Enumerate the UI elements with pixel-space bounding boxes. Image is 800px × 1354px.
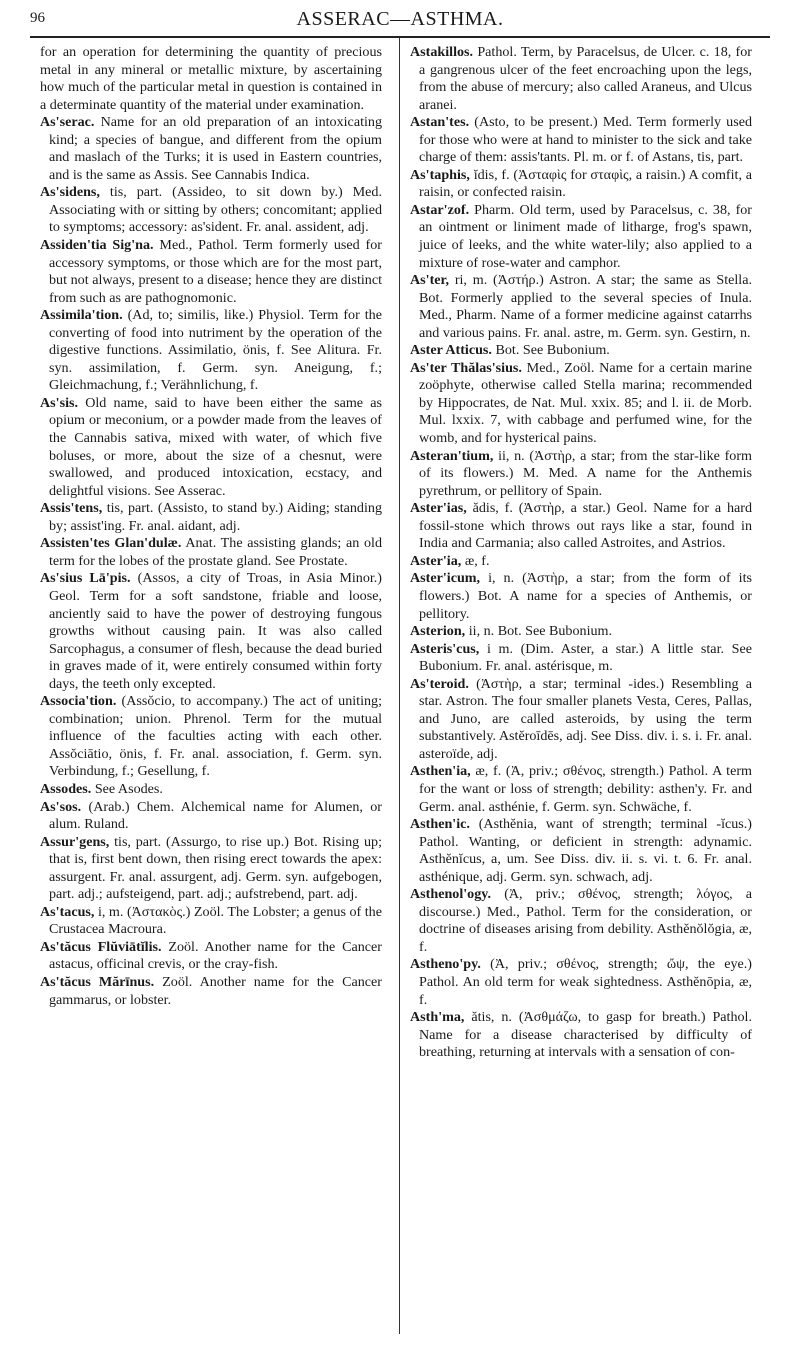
dictionary-entry xyxy=(40,307,382,395)
dictionary-entry xyxy=(410,448,752,501)
entry-body: ĭdis, f. (Ἀσταφὶς for σταφὶς, a raisin.) A comfit, a raisin, or confected raisin. xyxy=(419,166,752,201)
page-header xyxy=(30,6,770,36)
dictionary-entry xyxy=(410,44,752,114)
dictionary-entry xyxy=(40,939,382,974)
entry-body: Zoöl. Another name for the Cancer astacus, officinal crevis, or the cray-fish. xyxy=(49,938,382,973)
entry-headword: As'tăcus Mărīnus. xyxy=(40,973,155,990)
entry-headword: As'sidens, xyxy=(40,184,100,201)
entry-body: (Arab.) Chem. Alchemical name for Alumen, or alum. Ruland. xyxy=(49,798,382,833)
dictionary-entry xyxy=(410,500,752,553)
entry-headword: Asteris'cus, xyxy=(410,640,480,657)
dictionary-entry xyxy=(410,272,752,342)
right-column xyxy=(410,44,752,1340)
entry-body: ătis, n. (Ἀσθμάζω, to gasp for breath.) Pathol. Name for a disease characterised by difficulty of breathing, returning at intervals with a sensation of con- xyxy=(419,1009,752,1061)
dictionary-entry xyxy=(410,114,752,167)
dictionary-entry xyxy=(40,395,382,500)
entry-body: æ, f. (Ἀ, priv.; σθένος, strength.) Pathol. A term for the want or loss of strength; debility: asthen'y. Fr. and Germ. anal. asthénie, f. Germ. syn. Schwäche, f. xyxy=(419,763,752,815)
entry-body: Pathol. Term, by Paracelsus, de Ulcer. c. 18, for a gangrenous ulcer of the feet encroaching upon the legs, from the abuse of mercury; also called Araneus, and Ulcus aranei. xyxy=(419,44,752,113)
entry-headword: Assisten'tes Glan'dulæ. xyxy=(40,535,182,552)
dictionary-entry xyxy=(410,570,752,623)
entry-headword: Aster'ias, xyxy=(410,500,467,517)
dictionary-entry xyxy=(410,641,752,676)
left-column xyxy=(40,44,382,1340)
entry-headword: Asth'ma, xyxy=(410,1009,465,1026)
entry-headword: Assiden'tia Sig'na. xyxy=(40,237,154,254)
entry-headword: As'sos. xyxy=(40,798,82,815)
dictionary-entry xyxy=(40,570,382,693)
entry-body: (Assŏcio, to accompany.) The act of uniting; combination; union. Phrenol. Term for the mutual influence of the faculties acting with each other. Assŏciātio, önis, f. Fr. anal. association, f. Germ. syn. Verbindung, f.; Gesellung, f. xyxy=(49,693,382,780)
entry-headword: As'ter, xyxy=(410,272,450,289)
entry-headword: Aster'ia, xyxy=(410,552,462,569)
dictionary-entry xyxy=(410,167,752,202)
entry-body: (Ad, to; similis, like.) Physiol. Term for the converting of food into nutriment by the operation of the digestive functions. Assimilatio, önis, f. See Alitura. Fr. syn. assimilation, f. Germ. syn. Aneigung, f.; Gleichmachung, f.; Verähnlichung, f. xyxy=(49,307,382,394)
entry-headword: Asthenol'ogy. xyxy=(410,886,492,903)
entry-headword: As'ter Thălas'sius. xyxy=(410,359,522,376)
dictionary-entry xyxy=(410,1009,752,1062)
entry-headword: Astan'tes. xyxy=(410,114,470,131)
entry-headword: Assimila'tion. xyxy=(40,307,123,324)
entry-body: Bot. See Bubonium. xyxy=(495,342,610,359)
entry-body: Zoöl. Another name for the Cancer gammarus, or lobster. xyxy=(49,973,382,1008)
entry-body: ri, m. (Ἀστήρ.) Astron. A star; the same as Stella. Bot. Formerly applied to the several species of Inula. Med., Pharm. Name of a former medicine against catarrhs and various pains. Fr. anal. astre, m. Germ. syn. Gestirn, n. xyxy=(419,272,752,341)
column-divider xyxy=(399,38,400,1334)
entry-body: (Asthĕnia, want of strength; terminal -ĭcus.) Pathol. Wanting, or deficient in strength: adynamic. Asthĕnĭcus, a, um. See Diss. div. ii. s. vi. t. 6. Fr. anal. asthénique, adj. Germ. syn. schwach, adj. xyxy=(419,816,752,885)
dictionary-entry xyxy=(410,676,752,764)
entry-headword: As'sius Lā'pis. xyxy=(40,570,131,587)
entry-body: tis, part. (Assisto, to stand by.) Aiding; standing by; assist'ing. Fr. anal. aidant, adj. xyxy=(49,500,382,534)
entry-body: Old name, said to have been either the same as opium or meconium, or a powder made from the leaves of the Cannabis sativa, mixed with water, of which five boluses, or more, about the size of a chesnut, were swallowed, and produced intoxication, ecstacy, and delightful visions. See Asserac. xyxy=(49,394,382,499)
entry-headword: Asthen'ia, xyxy=(410,763,471,780)
dictionary-entry xyxy=(40,834,382,904)
dictionary-entry xyxy=(40,114,382,184)
entry-headword: As'taphis, xyxy=(410,166,470,183)
entry-headword: Assur'gens, xyxy=(40,833,110,850)
dictionary-entry xyxy=(410,342,752,360)
entry-body: ii, n. Bot. See Bubonium. xyxy=(468,623,613,640)
entry-headword: As'tacus, xyxy=(40,903,95,920)
dictionary-entry xyxy=(410,202,752,272)
dictionary-entry xyxy=(410,360,752,448)
entry-headword: Associa'tion. xyxy=(40,693,117,710)
entry-headword: Aster Atticus. xyxy=(410,342,492,359)
dictionary-entry xyxy=(40,44,382,114)
dictionary-entry xyxy=(410,623,752,641)
entry-body: (Ἀ, priv.; σθένος, strength; ὤψ, the eye.) Pathol. An old term for weak sightedness. Asthĕnōpia, æ, f. xyxy=(419,956,752,1008)
entry-body: (Asto, to be present.) Med. Term formerly used for those who were at hand to minister to the sick and take charge of them: assis'tants. Pl. m. or f. of Astans, tis, part. xyxy=(419,114,752,166)
entry-body: i, m. (Ἀστακὸς.) Zoöl. The Lobster; a genus of the Crustacea Macroura. xyxy=(49,903,382,938)
entry-body: ii, n. (Ἀστὴρ, a star; from the star-like form of its flowers.) M. Med. A name for the Anthemis pyrethrum, or pellitory of Spain. xyxy=(419,447,752,499)
entry-body: Name for an old preparation of an intoxicating kind; a species of bangue, and different from the opium and maslach of the Turks; it is used in Eastern countries, and is the same as Assis. See Cannabis Indica. xyxy=(49,114,382,183)
entry-body: i m. (Dim. Aster, a star.) A little star. See Bubonium. Fr. anal. astérisque, m. xyxy=(419,640,752,675)
dictionary-entry xyxy=(40,500,382,535)
entry-body: tis, part. (Assideo, to sit down by.) Med. Associating with or sitting by others; concomitant; applied to symptoms; accessory: as'sident. Fr. anal. assident, adj. xyxy=(49,184,382,236)
page-number: 96 xyxy=(30,10,45,26)
entry-headword: Aster'icum, xyxy=(410,570,481,587)
entry-body: for an operation for determining the quantity of precious metal in any mineral or metallic mixture, by ascertaining how much of the particular metal in question is contained in a determinate quantity of the material under examination. xyxy=(40,44,382,113)
dictionary-entry xyxy=(410,553,752,571)
entry-headword: Astheno'py. xyxy=(410,956,481,973)
dictionary-entry xyxy=(40,535,382,570)
dictionary-entry xyxy=(40,237,382,307)
entry-headword: Asthen'ic. xyxy=(410,816,470,833)
dictionary-entry xyxy=(40,799,382,834)
running-title: ASSERAC—ASTHMA. xyxy=(296,8,504,30)
entry-body: See Asodes. xyxy=(94,780,163,797)
dictionary-entry xyxy=(410,816,752,886)
dictionary-entry xyxy=(40,781,382,799)
dictionary-entry xyxy=(40,904,382,939)
entry-headword: As'sis. xyxy=(40,394,78,411)
entry-body: æ, f. xyxy=(464,552,490,569)
dictionary-entry xyxy=(410,956,752,1009)
entry-body: Pharm. Old term, used by Paracelsus, c. 38, for an ointment or liniment made of litharge, frog's spawn, juice of leeks, and the white water-lily; also applied to a mixture of rose-water and camphor. xyxy=(419,201,752,271)
entry-headword: Astar'zof. xyxy=(410,201,470,218)
header-rule xyxy=(30,36,770,38)
entry-body: ădis, f. (Ἀστὴρ, a star.) Geol. Name for a hard fossil-stone which throws out rays like a star, found in India and Carmania; also called Astroites, and Astrios. xyxy=(419,500,752,552)
entry-body: Med., Zoöl. Name for a certain marine zoöphyte, otherwise called Stella marina; recommended by Hippocrates, de Nat. Mul. xxix. 85; and l. ii. de Morb. Mul. lxxix. 7, with cabbage and perfumed wine, for the womb, and for hysterical pains. xyxy=(419,359,752,447)
dictionary-entry xyxy=(40,974,382,1009)
entry-headword: Asterion, xyxy=(410,623,466,640)
entry-body: (Ἀστὴρ, a star; terminal -ides.) Resembling a star. Astron. The four smaller planets Vesta, Ceres, Pallas, and Juno, are called asteroids, by using the term substantively. Astĕroīdēs, adj. See Diss. div. i. s. i. Fr. anal. asteroïde, adj. xyxy=(419,675,752,762)
entry-headword: Asteran'tium, xyxy=(410,447,494,464)
dictionary-entry xyxy=(40,693,382,781)
dictionary-entry xyxy=(410,763,752,816)
entry-body: Anat. The assisting glands; an old term for the lobes of the prostate gland. See Prostate. xyxy=(49,535,382,569)
entry-headword: Assodes. xyxy=(40,780,92,797)
entry-headword: As'teroid. xyxy=(410,675,469,692)
entry-headword: As'tăcus Flŭviātĭlis. xyxy=(40,938,162,955)
entry-headword: Assis'tens, xyxy=(40,500,103,517)
entry-body: (Ἀ, priv.; σθένος, strength; λόγος, a discourse.) Med., Pathol. Term for the consideration, or doctrine of diseases arising from debility. Asthĕnŏlŏgia, æ, f. xyxy=(419,886,752,955)
entry-headword: As'serac. xyxy=(40,114,95,131)
entry-body: (Assos, a city of Troas, in Asia Minor.) Geol. Term for a soft sandstone, friable and loose, anciently said to have the power of destroying fungous growths without causing pain. It was also called Sarcophagus, a consumer of flesh, because the dead buried in graves made of it, were entirely consumed within forty days, the teeth only excepted. xyxy=(49,570,382,692)
dictionary-entry xyxy=(410,886,752,956)
entry-body: tis, part. (Assurgo, to rise up.) Bot. Rising up; that is, first bent down, then rising erect towards the apex: assurgent. Fr. anal. assurgent, adj. Germ. syn. aufgebogen, part. adj.; aufsteigend, part. adj.; aufstrebend, part. adj. xyxy=(49,833,382,903)
entry-body: Med., Pathol. Term formerly used for accessory symptoms, or those which are for the most part, but not always, present to a disease; hence they are distinct from such as are pathognomonic. xyxy=(49,237,382,306)
entry-body: i, n. (Ἀστὴρ, a star; from the form of its flowers.) Bot. A name for a species of Anthemis, or pellitory. xyxy=(419,570,752,622)
dictionary-entry xyxy=(40,184,382,237)
entry-headword: Astakillos. xyxy=(410,44,474,60)
